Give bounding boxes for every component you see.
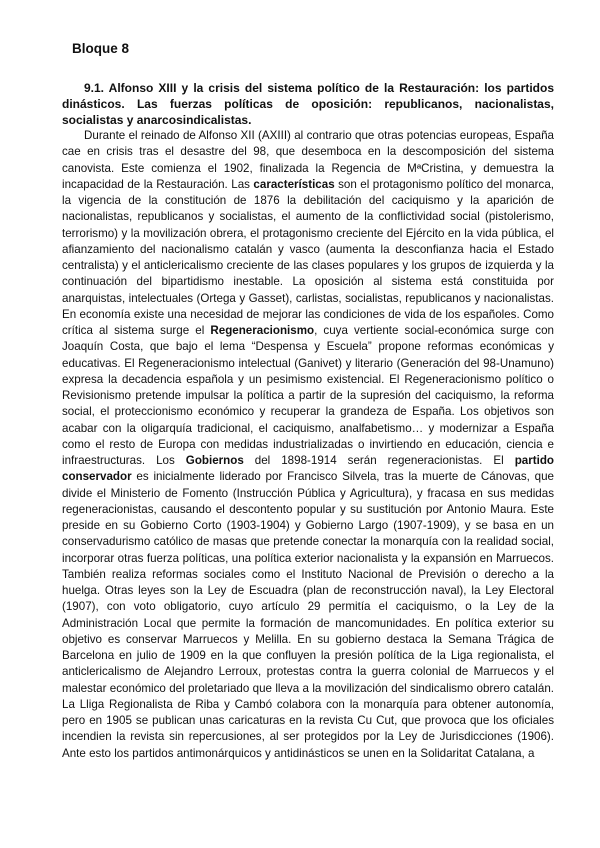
document-page — [62, 40, 554, 762]
paragraph-text: es inicialmente liderado por Francisco Silvela, tras la muerte de Cánovas, que divide el Ministerio de Fomento (Instrucción Pública y Agricultura), y fracasa en sus medidas regeneracionistas, causando el descontento popular y su sustitución por Antonio Maura. Este preside en su Gobierno Corto (1903-1904) y Gobierno Largo (1907-1909), y se basa en un conservadurismo católico de masas que pretende conectar la monarquía con la realidad social, incorporar otras fuerza políticas, una política exterior nacionalista y la expansión en Marruecos. También realiza reformas sociales como el Instituto Nacional de Previsión o derecho a la huelga. Otras leyes son la Ley de Escuadra (plan de reconstrucción naval), la Ley Electoral (1907), con voto obligatorio, cuyo artículo 29 permitía el caciquismo, o la Ley de la Administración Local que permite la formación de mancomunidades. En política exterior su objetivo es conservar Marruecos y Melilla. En su gobierno destaca la Semana Trágica de Barcelona en julio de 1909 en la que confluyen la presión política de la Liga regionalista, el anticlericalismo de Alejandro Lerroux, protestas contra la guerra colonial de Marruecos y el malestar económico del proletariado que lleva a la movilización del sindicalismo obrero catalán. La Lliga Regionalista de Riba y Cambó colabora con la monarquía para obtener autonomía, pero en 1905 se publican unas caricaturas en la revista Cu Cut, que provoca que los oficiales incendien la revista sin repercusiones, al ser protegidos por la Ley de Jurisdicciones (1906). Ante esto los partidos antimonárquicos y antidinásticos se unen en la Solidaritat Catalana, a — [62, 470, 554, 760]
block-title: Bloque 8 — [72, 41, 130, 56]
paragraph-text: son el protagonismo político del monarca, la vigencia de la constitución de 1876 la debilitación del caciquismo y la aparición de nacionalistas, republicanos y socialistas, el aumento de la conflictividad social (pistolerismo, terrorismo) y la movilización obrera, el protagonismo creciente del Ejército en la vida pública, el afianzamiento del nacionalismo catalán y vasco (aumenta la desconfianza hacia el Estado centralista) y el anticlericalismo creciente de las clases populares y los grupos de izquierda y la continuación del bipartidismo inestable. La oposición al sistema está constituida por anarquistas, intelectuales (Ortega y Gasset), carlistas, socialistas, republicanos y nacionalistas. En economía existe una necesidad de mejorar las condiciones de vida de los españoles. Como crítica al sistema surge el — [62, 177, 554, 337]
keyword-gobiernos: Gobiernos — [185, 454, 244, 467]
paragraph-text: del 1898-1914 serán regeneracionistas. El — [243, 454, 515, 467]
paragraph-text: , cuya vertiente social-económica surge con Joaquín Costa, que bajo el lema “Despensa y Escuela” propone reformas económicas y educativas. El Regeneracionismo intelectual (Ganivet) y literario (Generación del 98-Unamuno) expresa la decadencia española y un pesimismo existencial. El Regeneracionismo político o Revisionismo pretende impulsar la política a partir de la supresión del caciquismo, la reforma social, el proteccionismo económico y recuperar la grandeza de España. Los objetivos son acabar con la oligarquía tradicional, el caciquismo, analfabetismo… y modernizar a España como el resto de Europa con medidas industrializadas o invirtiendo en educación, ciencia e infraestructuras. Los — [62, 324, 554, 467]
keyword-caracteristicas: características — [253, 177, 335, 191]
keyword-regeneracionismo: Regeneracionismo — [210, 324, 315, 337]
paragraph-text: Durante el reinado de Alfonso XII (AXIII) al contrario que otras potencias europeas, España cae en crisis tras el desastre del 98, que desemboca en la descomposición del sistema canovista. Este comienza el 1902, finalizada la Regencia de MªCristina, y demuestra la incapacidad de la Restauración. Las — [62, 129, 554, 191]
section-heading: 9.1. Alfonso XIII y la crisis del sistema político de la Restauración: los partidos dinásticos. Las fuerzas políticas de oposición: republicanos, nacionalistas, socialistas y anarcosindicalistas. — [62, 81, 554, 127]
keyword-partido-conservador: partido conservador — [62, 454, 554, 484]
body-paragraph — [62, 128, 554, 762]
